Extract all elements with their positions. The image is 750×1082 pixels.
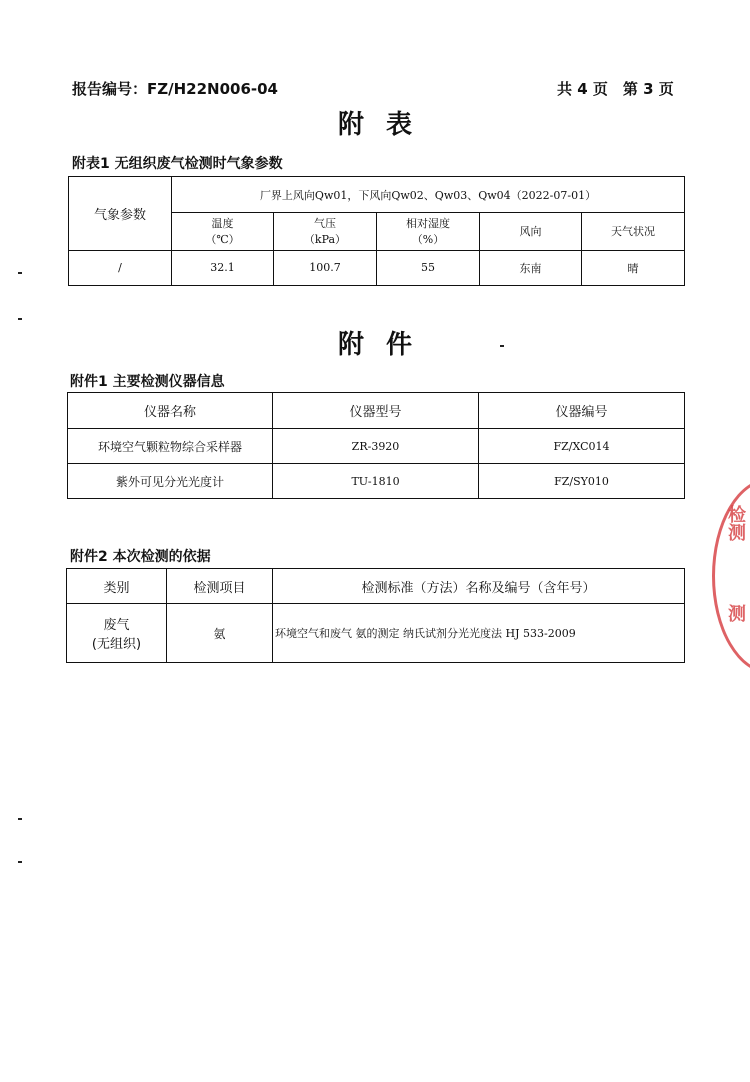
sampling-location-header: 厂界上风向Qw01，下风向Qw02、Qw03、Qw04（2022-07-01） (172, 177, 685, 213)
table2-caption: 附件1 主要检测仪器信息 (70, 374, 225, 390)
instrument-model: TU-1810 (273, 464, 479, 499)
value-temperature: 32.1 (172, 250, 274, 285)
test-item-cell: 氨 (167, 604, 273, 663)
instrument-number: FZ/SY010 (479, 464, 685, 499)
value-weather: 晴 (582, 250, 685, 285)
report-number: 报告编号：FZ/H22N006-04 (72, 80, 278, 98)
weather-param-header: 气象参数 (69, 177, 172, 251)
header-instrument-number: 仪器编号 (479, 393, 685, 429)
stamp-text-2: 测 (728, 604, 746, 625)
table3-caption: 附件2 本次检测的依据 (70, 549, 211, 565)
scan-mark (18, 861, 22, 863)
value-humidity: 55 (377, 250, 480, 285)
header-category: 类别 (67, 569, 167, 604)
header-standard: 检测标准（方法）名称及编号（含年号） (273, 569, 685, 604)
col-pressure: 气压 （kPa） (274, 213, 377, 250)
appendix-table-title: 附表 (338, 110, 435, 140)
header-instrument-model: 仪器型号 (273, 393, 479, 429)
table-row (67, 604, 685, 663)
attachment-title: 附件 (338, 330, 435, 360)
scan-mark (500, 345, 504, 347)
category-cell: 废气 (无组织) (67, 604, 167, 663)
stamp-text: 检测 (725, 505, 746, 541)
scan-mark (18, 318, 22, 320)
header-test-item: 检测项目 (167, 569, 273, 604)
row-label: / (69, 250, 172, 285)
col-wind-direction: 风向 (480, 213, 582, 250)
value-wind-direction: 东南 (480, 250, 582, 285)
scan-mark (18, 818, 22, 820)
instrument-name: 环境空气颗粒物综合采样器 (68, 429, 273, 464)
basis-table (66, 568, 685, 663)
table-row (68, 429, 685, 464)
instrument-model: ZR-3920 (273, 429, 479, 464)
scan-mark (18, 272, 22, 274)
standard-cell: 环境空气和废气 氨的测定 纳氏试剂分光光度法 HJ 533-2009 (273, 604, 685, 663)
instrument-name: 紫外可见分光光度计 (68, 464, 273, 499)
value-pressure: 100.7 (274, 250, 377, 285)
col-temperature: 温度 （℃） (172, 213, 274, 250)
header-instrument-name: 仪器名称 (68, 393, 273, 429)
col-humidity: 相对湿度 （%） (377, 213, 480, 250)
instrument-number: FZ/XC014 (479, 429, 685, 464)
weather-params-table (68, 176, 685, 286)
page-info: 共 4 页 第 3 页 (557, 80, 674, 98)
table-row (68, 464, 685, 499)
table1-caption: 附表1 无组织废气检测时气象参数 (72, 156, 283, 172)
col-weather: 天气状况 (582, 213, 685, 250)
instrument-table (67, 392, 685, 499)
